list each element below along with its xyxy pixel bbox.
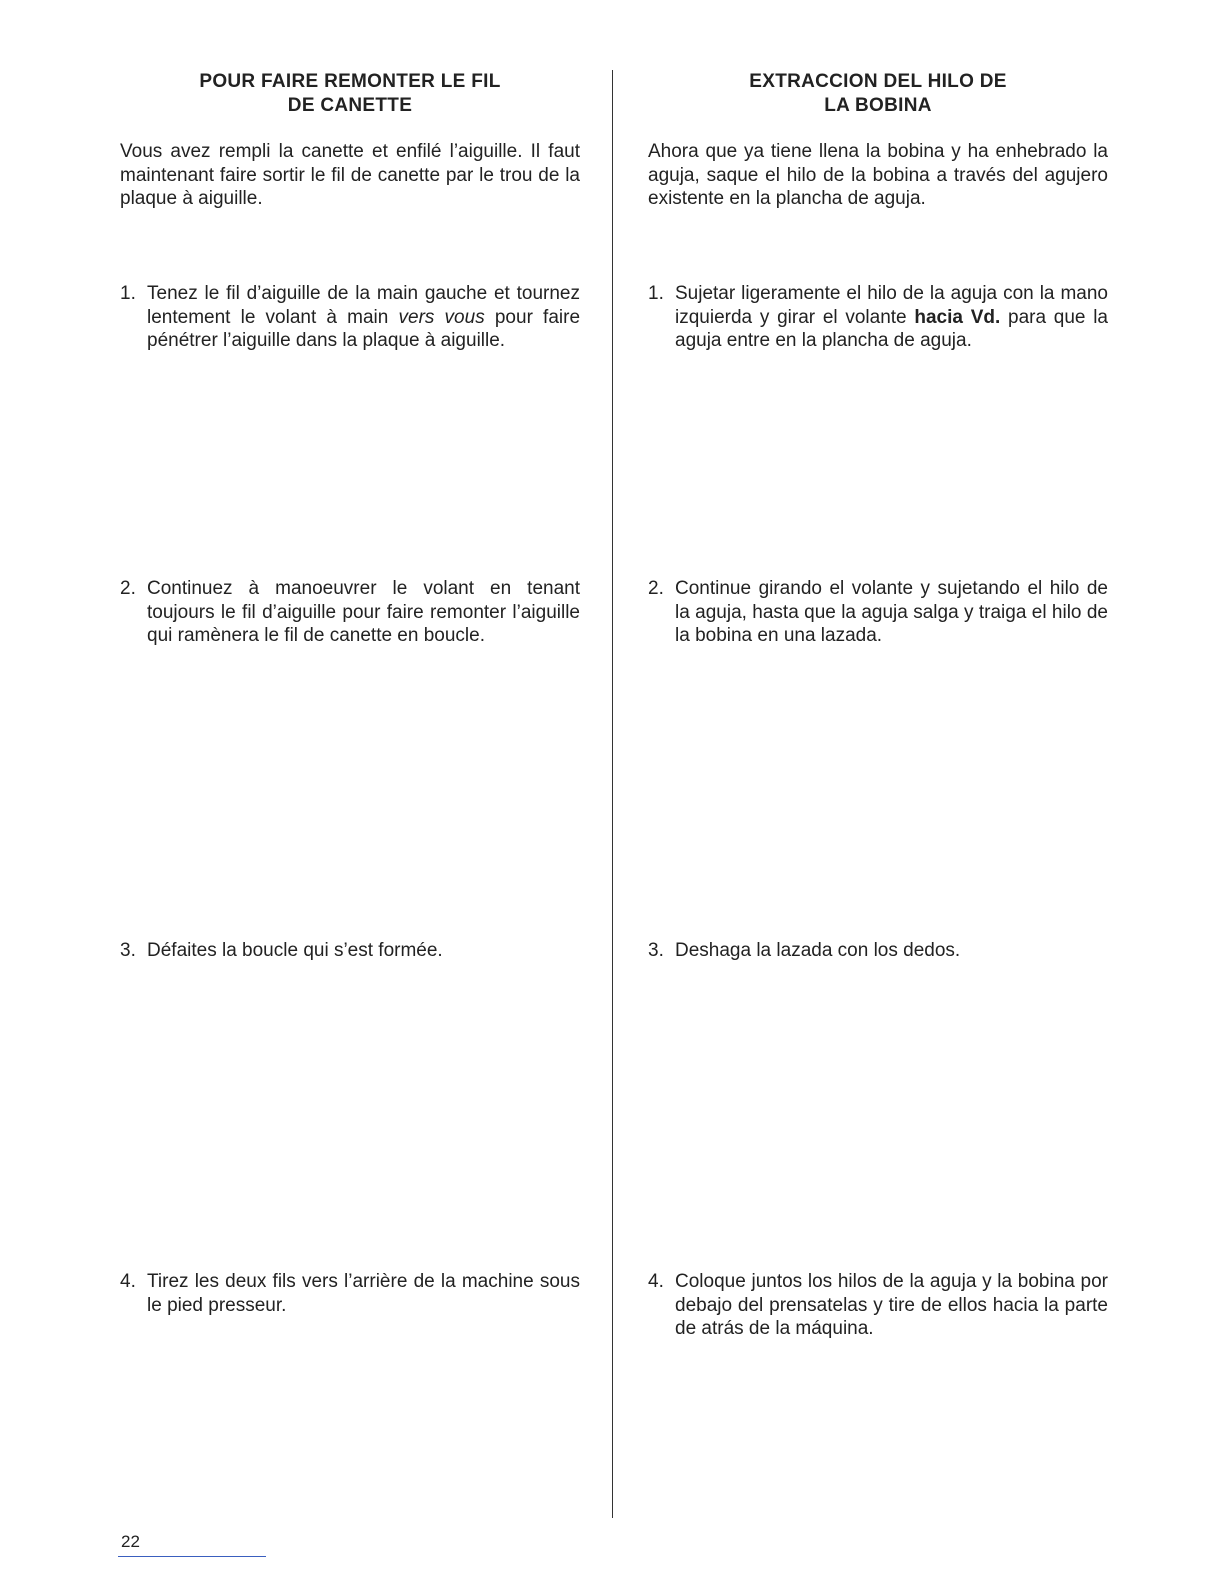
step-number: 4. (120, 1271, 136, 1292)
right-title-line-2: LA BOBINA (824, 95, 932, 116)
emphasis-text: hacia Vd. (914, 306, 1001, 328)
step-number: 4. (648, 1271, 664, 1292)
emphasis-text: vers vous (398, 306, 485, 328)
step-number: 3. (120, 940, 136, 961)
step-text: Défaites la boucle qui s’est formée. (147, 940, 443, 961)
left-title-line-2: DE CANETTE (287, 95, 413, 116)
step-number: 3. (648, 940, 664, 961)
column-divider (612, 70, 613, 1518)
left-title-line-1: POUR FAIRE REMONTER LE FIL (199, 71, 501, 92)
left-intro: Vous avez rempli la canette et enfilé l’aiguille. Il faut maintenant faire sortir le fil de canette par le trou de la plaque à aiguille. (120, 141, 580, 209)
step-number: 1. (120, 283, 136, 304)
step-text: Continue girando el volante y sujetando el hilo de la aguja, hasta que la aguja salga y traiga el hilo de la bobina en una lazada. (675, 578, 1108, 646)
step-text: Coloque juntos los hilos de la aguja y la bobina por debajo del prensatelas y tire de ellos hacia la parte de atrás de la máquina. (675, 1271, 1108, 1339)
right-intro: Ahora que ya tiene llena la bobina y ha enhebrado la aguja, saque el hilo de la bobina a través del agujero existente en la plancha de aguja. (648, 141, 1108, 209)
step-text: Deshaga la lazada con los dedos. (675, 940, 961, 961)
step-text: Tenez le fil d’aiguille de la main gauche et tournez lentement le volant à main vers vous pour faire pénétrer l’aiguille dans la plaque à aiguille. (147, 283, 581, 351)
step-text: Tirez les deux fils vers l’arrière de la machine sous le pied presseur. (147, 1271, 580, 1316)
step-number: 2. (648, 578, 664, 599)
step-text: Continuez à manoeuvrer le volant en tenant toujours le fil d’aiguille pour faire remonter l’aiguille qui ramènera le fil de canette en boucle. (147, 578, 580, 646)
left-section-title (120, 70, 580, 118)
page-number: 22 (121, 1532, 140, 1551)
step-text: Sujetar ligeramente el hilo de la aguja con la mano izquierda y girar el volante hacia Vd. para que la aguja entre en la plancha de aguja. (675, 283, 1108, 351)
right-section-title (648, 70, 1108, 118)
step-number: 1. (648, 283, 664, 304)
right-title-line-1: EXTRACCION DEL HILO DE (749, 71, 1007, 92)
step-number: 2. (120, 578, 136, 599)
page-number-rule (118, 1556, 266, 1557)
